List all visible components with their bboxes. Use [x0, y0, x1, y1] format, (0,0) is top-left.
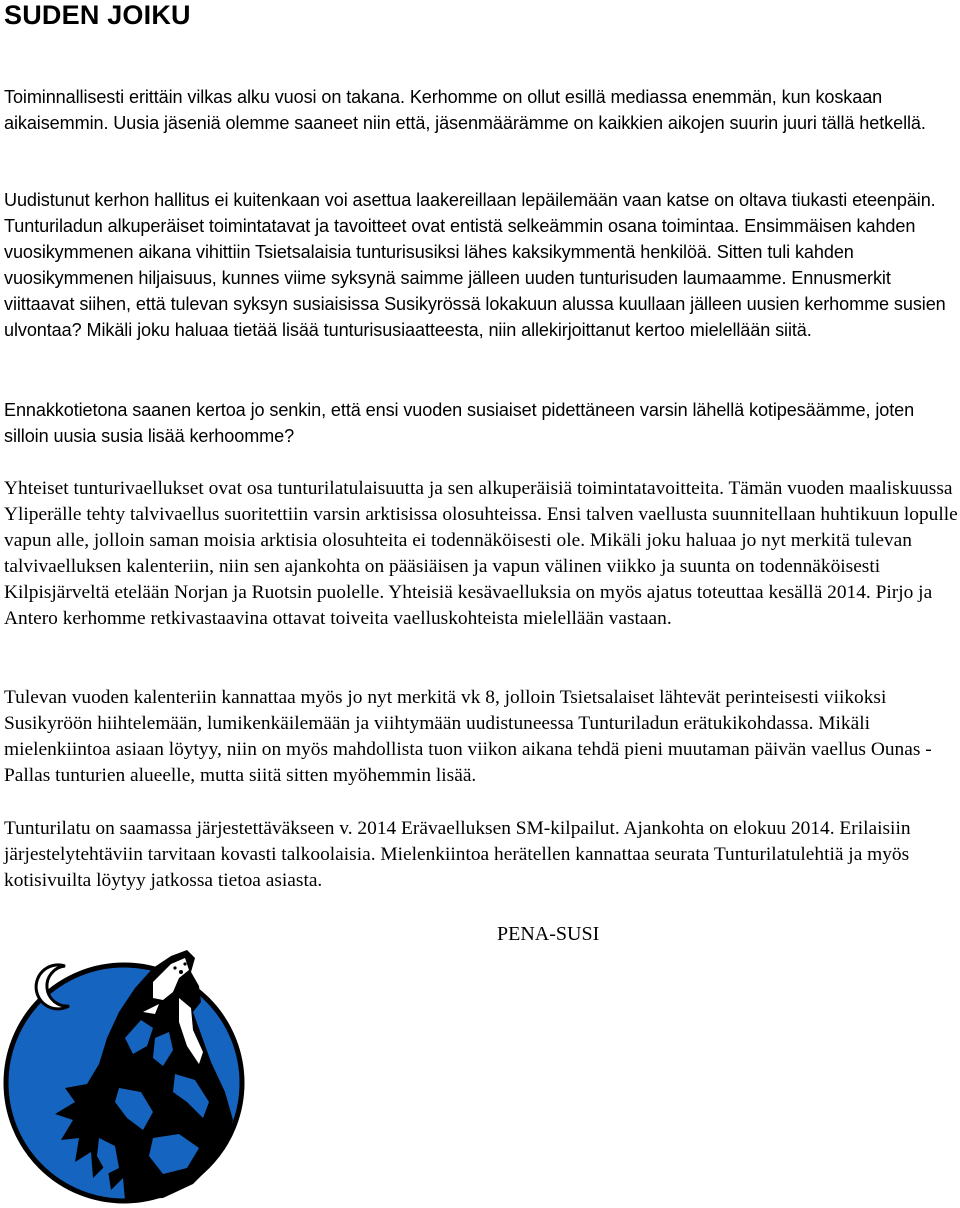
paragraph-2: Uudistunut kerhon hallitus ei kuitenkaan voi asettua laakereillaan lepäilemään vaan katse on oltava tiukasti eteenpäin. Tunturiladun alkuperäiset toimintatavat ja tavoitteet ovat entistä selkeämmin osana toimintaa. Ensimmäisen kahden vuosikymmenen aikana vihittiin Tsietsalaisia tunturisusiksi lähes kaksikymmentä henkilöä. Sitten tuli kahden vuosikymmenen hiljaisuus, kunnes viime syksynä saimme jälleen uuden tunturisuden laumaamme. Ennusmerkit viittaavat siihen, että tulevan syksyn susiaisissa Susikyrössä lokakuun alussa kuullaan jälleen uusien kerhomme susien ulvontaa? Mikäli joku haluaa tietää lisää tunturisusiaatteesta, niin allekirjoittanut kertoo mielellään siitä.	[4, 190, 946, 340]
paragraph-6: Tunturilatu on saamassa järjestettäväkseen v. 2014 Erävaelluksen SM-kilpailut. Ajankohta on elokuu 2014. Erilaisiin järjestelytehtäviin tarvitaan kovasti talkoolaisia. Mielenkiintoa herätellen kannattaa seurata Tunturilatulehtiä ja myös kotisivuilta löytyy jatkossa tietoa asiasta.	[4, 818, 911, 891]
signature: PENA-SUSI	[497, 923, 600, 945]
paragraph-4: Yhteiset tunturivaellukset ovat osa tunturilatulaisuutta ja sen alkuperäisiä toimintatavoitteita. Tämän vuoden maaliskuussa Yliperälle tehty talvivaellus suoritettiin varsin arktisissa olosuhteissa. Ensi talven vaellusta suunnitellaan huhtikuun lopulle vapun alle, jolloin saman moisia arktisia olosuhteita ei todennäköisesti ole. Mikäli joku haluaa jo nyt merkitä tulevan talvivaelluksen kalenteriin, niin sen ajankohta on pääsiäisen ja vapun välinen viikko ja suunta on todennäköisesti Kilpisjärveltä etelään Norjan ja Ruotsin puolelle. Yhteisiä kesävaelluksia on myös ajatus toteuttaa kesällä 2014. Pirjo ja Antero kerhomme retkivastaavina ottavat toiveita vaelluskohteista mielellään vastaan.	[4, 478, 958, 629]
howling-wolf-logo	[3, 942, 247, 1204]
document-title: SUDEN JOIKU	[4, 0, 191, 30]
paragraph-1: Toiminnallisesti erittäin vilkas alku vuosi on takana. Kerhomme on ollut esillä mediassa enemmän, kun koskaan aikaisemmin. Uusia jäseniä olemme saaneet niin että, jäsenmäärämme on kaikkien aikojen suurin juuri tällä hetkellä.	[4, 87, 926, 133]
paragraph-3: Ennakkotietona saanen kertoa jo senkin, että ensi vuoden susiaiset pidettäneen varsin lähellä kotipesäämme, joten silloin uusia susia lisää kerhoomme?	[4, 400, 915, 446]
paragraph-5: Tulevan vuoden kalenteriin kannattaa myös jo nyt merkitä vk 8, jolloin Tsietsalaiset lähtevät perinteisesti viikoksi Susikyröön hiihtelemään, lumikenkäilemään ja viihtymään uudistuneessa Tunturiladun erätukikohdassa. Mikäli mielenkiintoa asiaan löytyy, niin on myös mahdollista tuon viikon aikana tehdä pieni muutaman päivän vaellus Ounas - Pallas tunturien alueelle, mutta siitä sitten myöhemmin lisää.	[4, 687, 932, 786]
